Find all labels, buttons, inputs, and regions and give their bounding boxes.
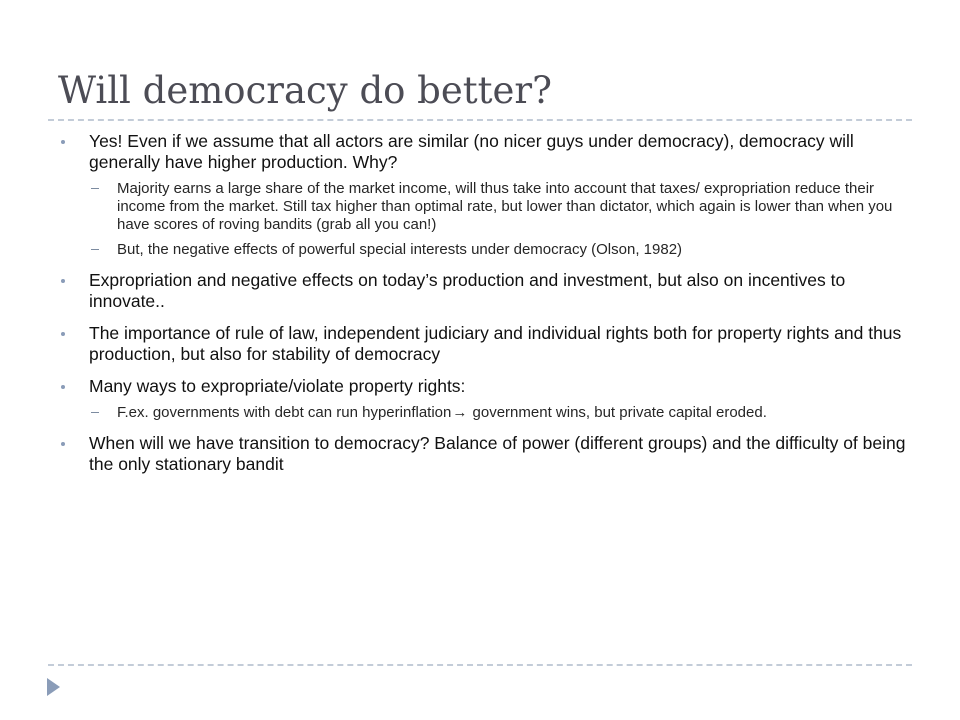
bullet-item: [55, 433, 915, 475]
sub-bullet-text: But, the negative effects of powerful special interests under democracy (Olson, 1982): [117, 241, 683, 258]
dash-bullet-icon: [91, 412, 99, 413]
bullet-item: [55, 376, 915, 422]
bullet-item: [55, 323, 915, 365]
sub-bullet-item: [89, 180, 915, 234]
sub-bullet-text-after-arrow: government wins, but private capital eroded.: [468, 404, 767, 421]
bullet-text: Expropriation and negative effects on today’s production and investment, but also on incentives to innovate..: [89, 270, 846, 311]
sub-bullet-text: Majority earns a large share of the market income, will thus take into account that taxes/ expropriation reduce their income from the market. Still tax higher than optimal rate, but lower than dictator, which again is lower than when you have scores of roving bandits (grab all you can!): [117, 180, 893, 233]
bullet-dot-icon: [61, 140, 65, 144]
bullet-item: [55, 131, 915, 259]
dash-bullet-icon: [91, 249, 99, 250]
sub-bullet-item: [89, 404, 915, 422]
sub-list: [89, 404, 915, 422]
slide-title: Will democracy do better?: [58, 69, 552, 112]
bullet-item: [55, 270, 915, 312]
slide-body: [55, 131, 915, 486]
bullet-dot-icon: [61, 385, 65, 389]
sub-bullet-item: [89, 241, 915, 259]
sub-bullet-text-before-arrow: F.ex. governments with debt can run hyperinflation: [117, 404, 452, 421]
bullet-dot-icon: [61, 442, 65, 446]
bullet-dot-icon: [61, 279, 65, 283]
triangle-right-icon: [47, 678, 60, 696]
bullet-text: The importance of rule of law, independent judiciary and individual rights both for property rights and thus production, but also for stability of democracy: [89, 323, 902, 364]
title-divider: [48, 119, 912, 121]
bullet-text: When will we have transition to democracy? Balance of power (different groups) and the difficulty of being the only stationary bandit: [89, 433, 906, 474]
bullet-text: Yes! Even if we assume that all actors are similar (no nicer guys under democracy), democracy will generally have higher production. Why?: [89, 131, 854, 172]
footer-divider: [48, 664, 912, 666]
dash-bullet-icon: [91, 188, 99, 189]
right-arrow-icon: →: [452, 404, 468, 421]
bullet-dot-icon: [61, 332, 65, 336]
sub-list: [89, 180, 915, 259]
bullet-text: Many ways to expropriate/violate property rights:: [89, 376, 466, 396]
